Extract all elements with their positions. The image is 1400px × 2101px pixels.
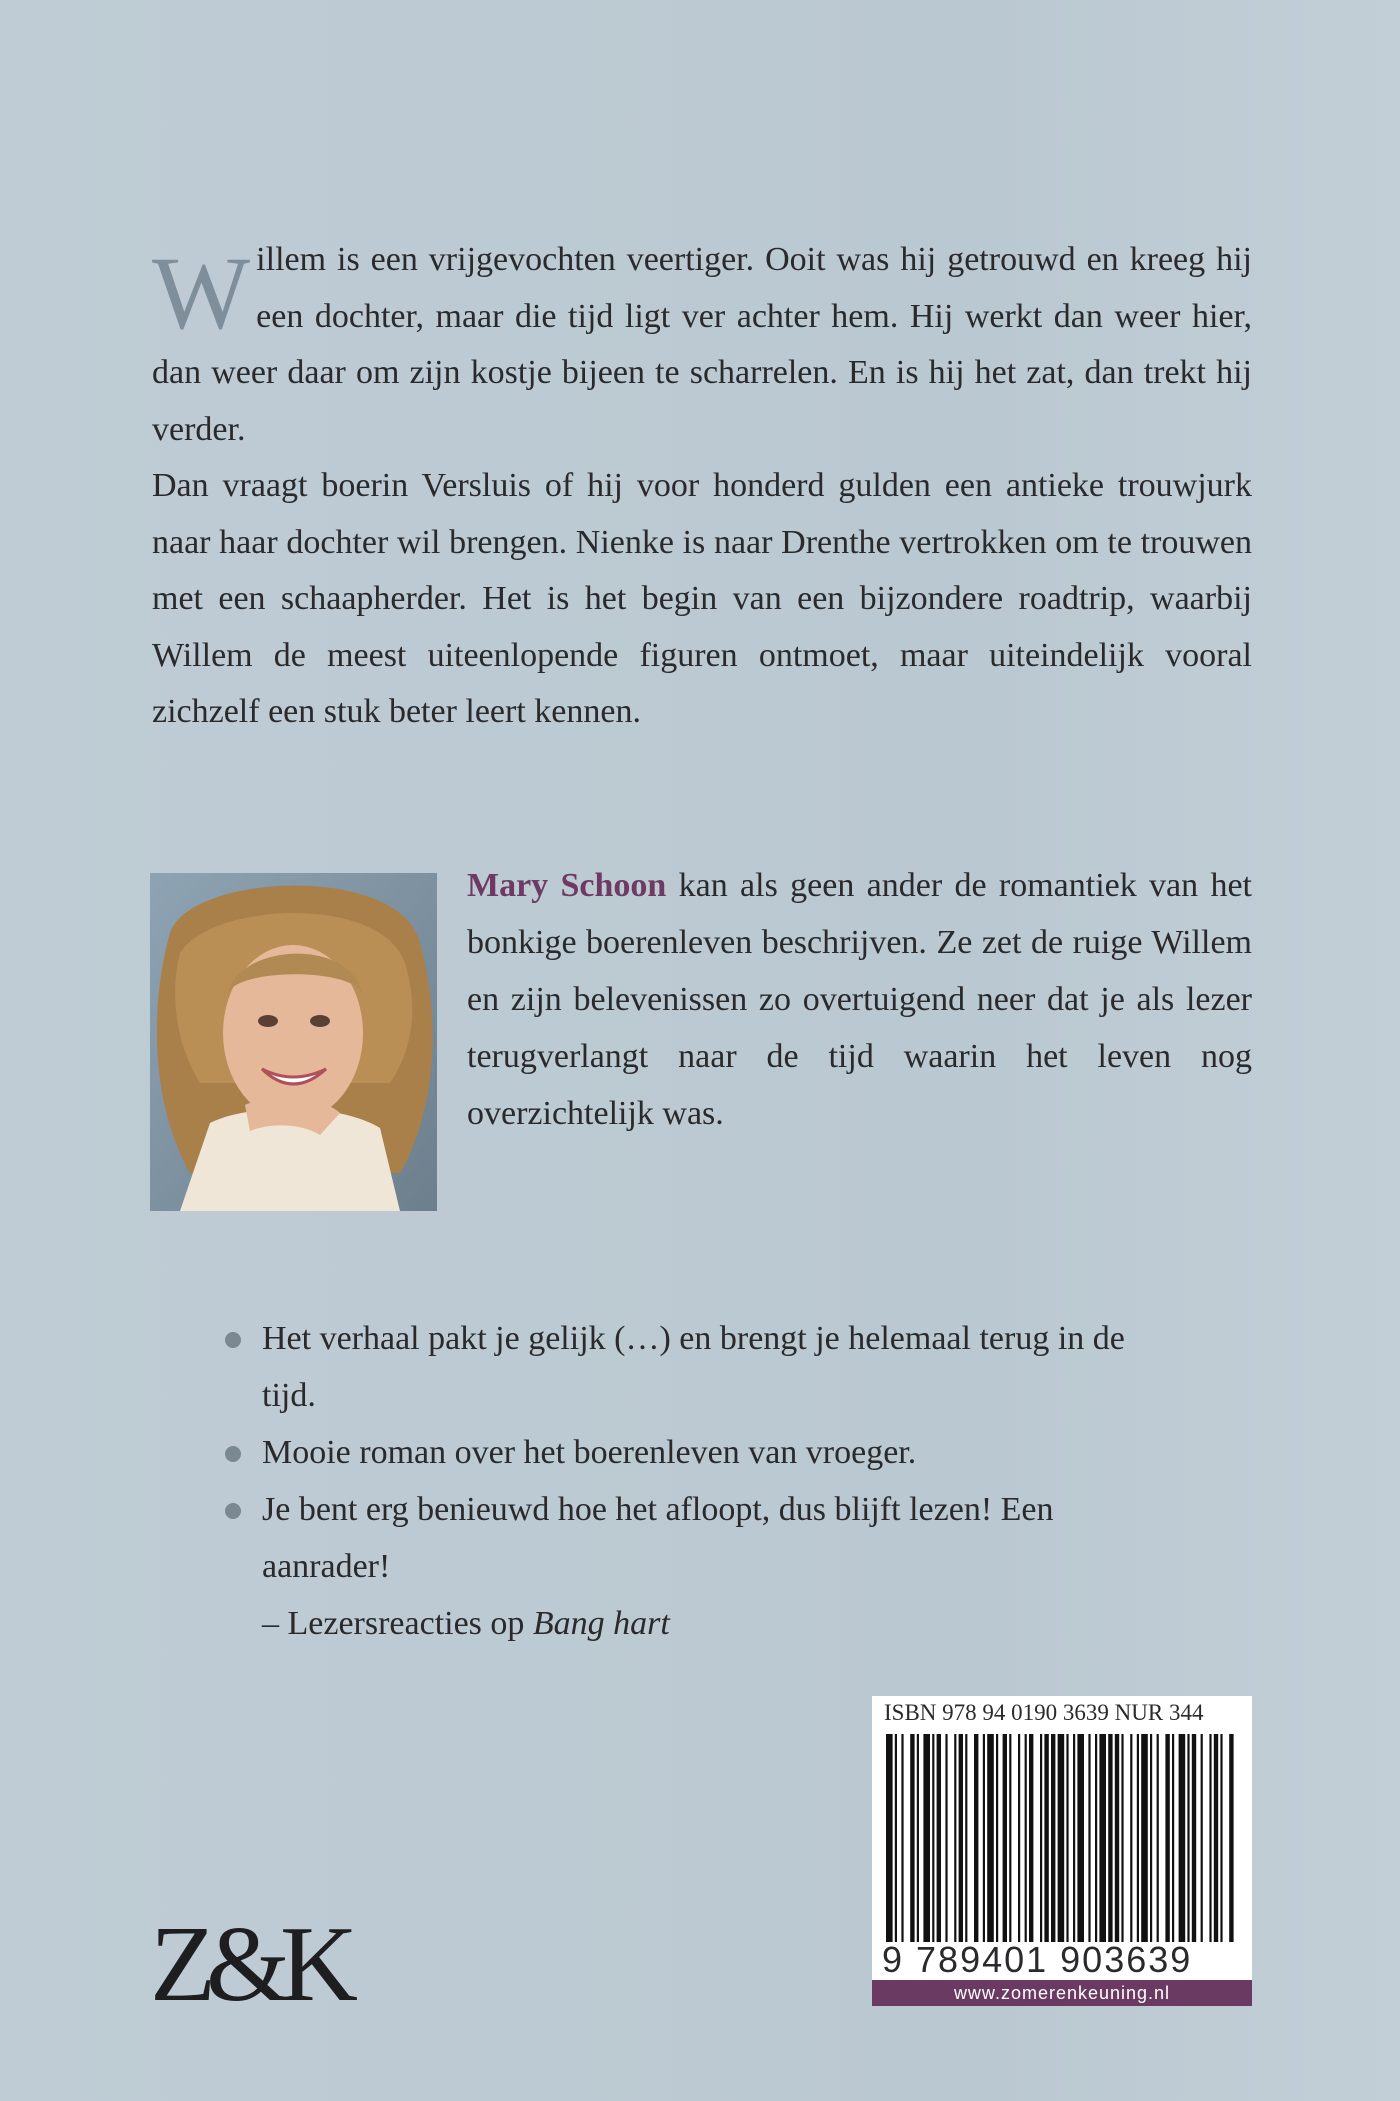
barcode-panel xyxy=(872,1696,1252,2006)
barcode-bar xyxy=(1229,1734,1233,1959)
drop-cap: W xyxy=(152,236,251,351)
barcode-bar xyxy=(965,1734,967,1959)
barcode-bar xyxy=(954,1734,956,1959)
author-photo xyxy=(150,873,437,1211)
barcode-bar xyxy=(1088,1734,1090,1959)
barcode-bar xyxy=(1115,1734,1119,1959)
barcode-bars xyxy=(886,1734,1236,1959)
barcode-bar xyxy=(923,1734,930,1959)
barcode-bar xyxy=(1095,1734,1097,1959)
bullet-icon xyxy=(225,1503,241,1519)
barcode-bar xyxy=(1058,1734,1065,1959)
barcode-bar xyxy=(1018,1734,1020,1959)
barcode-bar xyxy=(1108,1734,1112,1959)
barcode-bar xyxy=(886,1734,893,1959)
quote-text: Je bent erg benieuwd hoe het afloopt, dus blijft lezen! Een aanrader! xyxy=(262,1491,1054,1585)
barcode-bar xyxy=(937,1734,941,1959)
barcode-bar xyxy=(1009,1734,1011,1959)
barcode-bar xyxy=(1077,1734,1084,1959)
barcode-bar xyxy=(1172,1734,1174,1959)
bullet-icon xyxy=(225,1446,241,1462)
author-bio xyxy=(467,857,1252,1142)
barcode-bar xyxy=(1029,1734,1033,1959)
barcode-bar xyxy=(974,1734,978,1959)
barcode-bar xyxy=(996,1734,998,1959)
barcode-bar xyxy=(1201,1734,1203,1959)
barcode-bar xyxy=(1121,1734,1123,1959)
author-bio-text: kan als geen ander de romantiek van het bonkige boerenleven beschrijven. Ze zet de ruige Willem en zijn belevenissen zo overtuigend neer dat je als lezer terugverlangt naar de tijd waarin het leven nog overzichtelijk was. xyxy=(467,867,1253,1132)
barcode-bar xyxy=(1141,1734,1148,1959)
quote-item xyxy=(225,1310,1125,1424)
barcode-bar xyxy=(910,1734,914,1959)
barcode-bar xyxy=(1214,1734,1218,1959)
barcode-bar xyxy=(1157,1734,1159,1959)
barcode-bar xyxy=(945,1734,947,1959)
barcode-bar xyxy=(932,1734,934,1959)
barcode-bar xyxy=(1137,1734,1139,1959)
barcode-bar xyxy=(1066,1734,1068,1959)
barcode-bar xyxy=(1187,1734,1189,1959)
quote-item xyxy=(225,1481,1125,1595)
bullet-icon xyxy=(225,1332,241,1348)
quote-source xyxy=(225,1595,1125,1652)
barcode-bar xyxy=(1179,1734,1186,1959)
barcode-digits: 9 789401 903639 xyxy=(882,1942,1242,1978)
quote-text: Mooie roman over het boerenleven van vroeger. xyxy=(262,1434,917,1471)
blurb-paragraph-2: Dan vraagt boerin Versluis of hij voor honderd gulden een antieke trouwjurk naar haar dochter wil brengen. Nienke is naar Drenthe vertrokken om te trouwen met een schaapherder. Het is het begin van een bijzondere roadtrip, waarbij Willem de meest uiteenlopende figuren ontmoet, maar uiteindelijk vooral zichzelf een stuk beter leert kennen. xyxy=(152,467,1252,730)
isbn-line: ISBN 978 94 0190 3639 NUR 344 xyxy=(884,1700,1204,1725)
barcode-bar xyxy=(1209,1734,1211,1959)
publisher-website: www.zomerenkeuning.nl xyxy=(872,1980,1252,2006)
barcode-bar xyxy=(1025,1734,1027,1959)
barcode-bar xyxy=(987,1734,994,1959)
barcode-bar xyxy=(1150,1734,1152,1959)
barcode-bar xyxy=(895,1734,897,1959)
blurb-text-1: illem is een vrijgevochten veertiger. Ooit was hij getrouwd en kreeg hij een dochter, maar die tijd ligt ver achter hem. Hij werkt dan weer hier, dan weer daar om zijn kostje bijeen te scharrelen. En is hij het zat, dan trekt hij verder. xyxy=(152,241,1252,448)
publisher-logo-text: Z&K xyxy=(150,1910,348,2020)
barcode-bar xyxy=(901,1734,903,1959)
barcode-bar xyxy=(1051,1734,1055,1959)
reader-quotes xyxy=(225,1310,1125,1652)
barcode-bar xyxy=(1040,1734,1042,1959)
barcode-bar xyxy=(917,1734,919,1959)
barcode-bar xyxy=(1130,1734,1132,1959)
barcode-bar xyxy=(1220,1734,1222,1959)
barcode-bar xyxy=(1192,1734,1196,1959)
barcode-bar xyxy=(959,1734,963,1959)
barcode-bar xyxy=(1165,1734,1169,1959)
barcode-bar xyxy=(1044,1734,1048,1959)
blurb-paragraph-1 xyxy=(152,232,1252,458)
barcode-bar xyxy=(983,1734,985,1959)
quote-text: Het verhaal pakt je gelijk (…) en brengt je helemaal terug in de tijd. xyxy=(262,1320,1125,1414)
quote-source-prefix: – Lezersreacties op xyxy=(262,1605,533,1642)
quote-item xyxy=(225,1424,1125,1481)
blurb xyxy=(152,232,1252,741)
barcode-bar xyxy=(1003,1734,1007,1959)
author-name: Mary Schoon xyxy=(467,867,667,904)
barcode-bar xyxy=(1099,1734,1106,1959)
publisher-logo xyxy=(150,1910,360,2020)
quote-source-title: Bang hart xyxy=(532,1605,670,1642)
barcode-bar xyxy=(1073,1734,1075,1959)
